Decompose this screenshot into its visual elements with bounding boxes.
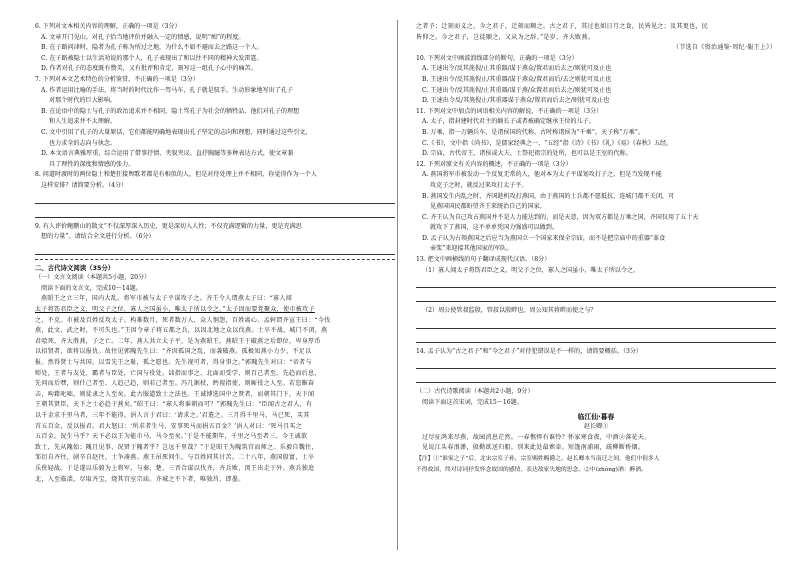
passage-line: 先问而后嘿，则什己者至。人趋己趋，则若己者至。冯几据杖，眄视指使，则厮役之人至。若恣睢奋 <box>35 380 315 388</box>
q10-stem: 10. 下列对文中画波浪线部分的断句，正确的一项是（3分） <box>416 54 578 62</box>
poem-author: 赵长卿① <box>583 423 609 431</box>
question-14 <box>416 347 776 384</box>
section-separator <box>35 259 395 260</box>
q13-sentence-2: （2）周公使管叔监殷，管叔以殷畔也。周公知其将畔而使之与？ <box>422 307 597 315</box>
q11-option-a: A. 太子，指封建时代君主的嫡长子或者被确定继承王位的儿子。 <box>422 118 595 126</box>
poem-note <box>416 454 776 475</box>
classical-passage <box>35 294 395 485</box>
q7-option-b-cont: 和人生追求并不太理解。 <box>49 118 117 126</box>
q14-answer-line[interactable] <box>416 373 776 383</box>
passage-source: （节选自《资治通鉴·周纪·赧王上》） <box>672 44 776 52</box>
q7-option-c: C. 文中引用了孔子的大量原话，它们都能明确地表现出孔子坚定的志向和理想，同时通过这些引文， <box>41 128 312 136</box>
q10-option-b: B. 王速出令/反其旄倪止/其重器/谋于燕众/置君而后/去之则犹可及止也 <box>422 75 612 83</box>
question-12 <box>416 160 776 255</box>
q7-option-d-cont: 具了理性的深度和情感的张力。 <box>49 160 135 168</box>
question-7 <box>35 75 395 170</box>
question-9 <box>35 222 395 255</box>
passage-line: 报。然得贤士与共国，以雪先王之耻，孤之愿也。先生视可者，得身事之。”郭隗先生对曰：“帝者与 <box>35 359 312 367</box>
q6-option-a: A. 文章开门见山，对孔子恰当地评价并融入一定的情感，说明“痴”的程度。 <box>41 33 245 41</box>
question-6 <box>35 22 395 75</box>
q12-option-d-cont: 壶浆”来迎接其他国家的军队。 <box>430 245 513 253</box>
poem-title: 临江仙·暮春 <box>577 412 615 421</box>
q8-stem: 8. 问道时渡时的两位隐士和楚狂接舆歌者都是有相似的人，但是对待处理上并不相同，你觉得作为一个人 <box>35 171 317 179</box>
question-13 <box>416 255 776 343</box>
q14-stem: 14. 孟子认为“古之君子”和“今之君子”对待犯错误是不一样的，请简要概括。（3分） <box>416 347 643 355</box>
q12-option-b-cont: 见燕国国民都盼望齐王来统治自己的国家。 <box>430 203 546 211</box>
passage-line: 以招贤者，欲将以报仇。故往见郭隗先生曰：“齐因孤国之乱，而袭破燕。孤极知燕小力少，不足以 <box>35 348 312 356</box>
q12-option-d: D. 孟子认为占领燕国之后应当为燕国立一个国家来保全宗庙，而不是把宗庙中的重器“革食 <box>422 234 666 242</box>
subsection-heading: （二）古代诗歌阅读（本题共2小题，9分） <box>416 388 534 396</box>
q7-option-b: B. 在论语中的隐士与孔子的政治追求并不相同，隐士骂孔子为社会的牺牲品，他们对孔子的理想 <box>41 107 300 115</box>
passage-line: 以千金求千里马者，三年不能得。涓人言于君曰：‘请求之。’君遣之。三月得千里马，马已死，买其 <box>35 412 310 419</box>
passage-line: 太子将饬君臣之义，明父子之位，寡人之国虽小，唯太子所以令之。”太子因而要党聚众，使市被攻子 <box>35 306 315 314</box>
q10-option-c: C. 王速出令/反其旄倪/止其重器/谋于燕/众置君而后去之/则犹可及止也 <box>422 86 612 94</box>
q9-answer-line[interactable] <box>35 245 395 255</box>
q12-option-a: A. 燕国将军市被发动一个反复无常的人，他对本为太子平谋划攻打子之，但是当发现不能 <box>422 171 662 179</box>
question-11 <box>416 107 776 160</box>
passage-line: 之者予；迁刻而义之，今之君子，迁刻而顺之。古之君子，其过也如日月之食，民皆见之；及其更也，民 <box>416 23 709 30</box>
q6-option-c: C. 在子路被隐士以生活劝说的那个人，孔子表现出了和以往不同的精神大发雷霆。 <box>41 54 263 62</box>
question-8 <box>35 170 395 217</box>
q12-option-a-cont: 攻克子之时，就反过来攻打太子平。 <box>430 181 528 189</box>
left-column <box>35 22 395 485</box>
q11-option-d: D. 宗庙，古代帝王、诸侯或大夫、士祭祀祖宗的处所，也可以是王室的代称。 <box>422 150 632 158</box>
q8-stem-cont: 这样安排？请简要分析。（4分） <box>41 181 128 189</box>
reading-instruction: 阅读下面的文言文，完成10～14题。 <box>41 284 142 292</box>
passage-line: 五百金，况生马乎？天下必以王为能市马，马今至矣。’于是不能期年，千里之马至者三。今王诚欲 <box>35 433 308 441</box>
q7-stem: 7. 下列对本文艺术特色的分析鉴赏，不正确的一项是（3分） <box>35 75 199 83</box>
passage-line: 君哙死，齐大胜燕，子之亡。二年，燕人共立太子平，是为燕昭王。燕昭王于破燕之后即位，卑身厚币 <box>35 337 321 345</box>
q11-option-c: C.《书》，文中指《尚书》，是儒家经典之一，“五经”指《诗》《书》《礼》《易》《春秋》五经。 <box>422 139 673 147</box>
right-column <box>416 22 776 475</box>
passage-line: 之，不克。市被及百姓反攻太子。构难数月，死者数万人，众人恫怨，百姓离心。孟轲谓齐宣王曰：“今伐 <box>35 316 331 324</box>
q12-stem: 12. 下列对原文有关内容的概述，不正确的一项是（3分） <box>416 160 572 168</box>
q14-answer-line[interactable] <box>416 359 776 369</box>
passage-line: 北，入至临淄，尽取齐宝，烧其宫室宗庙。齐城之不下者，唯独莒、即墨。 <box>35 475 245 483</box>
q9-stem: 9. 有人评价鲍鹏山的散文“不仅深厚深入历史，更是深切入人性；不仅充满逻辑的力量，更是充满思 <box>35 222 302 230</box>
passage-line: 燕昭王之立三年，国内大乱。将军市被与太子平谋攻子之。齐王令人谓燕太子曰：“寡人闻 <box>41 295 293 303</box>
passage-continuation <box>416 22 776 54</box>
passage-line: 邹衍自齐往，剧辛自赵往，士争凑燕。燕王吊死问生，与百姓同其甘苦。二十八年，燕国殷富，士卒 <box>35 454 315 462</box>
poem-note-line: 不得故国，终对诗词抒发怀念故国的感情，表达故家失地的思念。②中(zhòng)酒：醉酒。 <box>416 466 647 473</box>
q13-answer-line[interactable] <box>416 278 776 288</box>
q6-stem: 6. 下列对文本相关内容的理解，正确的一项是（3分） <box>35 23 181 30</box>
poem-body <box>416 433 776 454</box>
poem-line: 过尽征鸿来尽燕，故园消息茫然。一春憔悴有谁怜？怀家寒食夜，中酒②落花天。 <box>422 433 651 441</box>
q9-stem-cont: 想的力量”。请结合全文进行分析。（6分） <box>41 233 155 241</box>
q13-stem: 13. 把文中画横线的句子翻译成现代汉语。（8分） <box>416 256 551 264</box>
question-10 <box>416 54 776 107</box>
passage-line: 师处，王者与友处，霸者与臣处，亡国与役处。诎指而事之，北面而受学，则百己者至。先趋而后息， <box>35 369 321 377</box>
q11-stem: 11. 下列对文中加点的词语相关内容的解说，不正确的一项是（3分） <box>416 107 603 115</box>
q12-option-c: C. 齐王认为自己攻占燕国并不是人力能达到的，而是天意，因为双方都是万乘之国，齐国仅用了五十天 <box>422 213 699 221</box>
q7-option-a-cont: 对那个时代的巨大影响。 <box>49 97 117 105</box>
q10-option-d: D. 王速出令反/其旄倪止/其重器谋于燕众/置君而后去之/则犹可及止也 <box>422 97 610 105</box>
passage-line: 皆仰之。今之君子，岂徒顺之，又从为之辞。”是岁，齐大败燕。 <box>416 33 595 41</box>
subsection-heading: （一）文言文阅读（本题共5小题，20分） <box>35 274 151 282</box>
passage-line: 王朝其贤臣，天下之士必趋于燕矣。”昭王曰：“寡人将谁朝而可？”郭隗先生曰：“臣闻古之君人，有 <box>35 401 313 409</box>
column-divider <box>397 20 398 550</box>
passage-line: 燕，此文、武之时，不可失也。”王因令章子将五都之兵，以因北地之众以伐燕。士卒不战，城门不闭，燕 <box>35 327 328 335</box>
q7-option-d: D. 本文语言典雅厚重，综合运用了借事抒情、夹叙夹议、直抒胸臆等多种表达方式，使文章兼 <box>41 150 294 158</box>
passage-line: 击，呴藉叱咄，则徒隶之人至矣。此古服道致士之法也。王诚博选国中之贤者，而朝其门下，天下闻 <box>35 390 315 398</box>
q11-option-b: B. 万乘，指一万辆兵车，是诸侯国的代称，古时称诸侯为“千乘”，天子称“万乘”。 <box>422 128 644 136</box>
passage-line: 首五百金，反以报君。君大怒曰：‘所求者生马，安事死马而捐五百金？’涓人对曰：‘死马且买之 <box>35 422 303 430</box>
q13-answer-line[interactable] <box>416 319 776 329</box>
q8-answer-line[interactable] <box>35 194 395 204</box>
reading-instruction: 阅读下面这首宋词，完成15～16题。 <box>422 399 523 407</box>
q6-option-d: D. 作者对孔子的态度既有赞美，又有批评和肯定，刻写这一组孔子心中的痛苦。 <box>41 65 257 73</box>
q7-option-c-cont: 也力求全的志向与执念。 <box>49 139 117 147</box>
passage-line: 乐佚轻战。于是遂以乐毅为上将军，与秦、楚、三晋合谋以伐齐，齐兵败，闵王出走于外。燕兵独追 <box>35 464 315 472</box>
q8-answer-line[interactable] <box>35 208 395 218</box>
q6-option-b: B. 在子路问津时，隐者为孔子称为所过之地，为什么不如不避而去之路这一个人。 <box>41 44 263 52</box>
q7-option-a: A. 作者运用比喻的手法，将当时的时代比作一驾马车，孔子就是驭手，生动形象地写出了孔子 <box>41 86 294 94</box>
q12-option-b: B. 燕国发生内乱之时，齐国趁机攻打燕国，由于燕国的士兵都不愿抵抗，连城门都不关闭，可 <box>422 192 675 200</box>
q13-answer-line[interactable] <box>416 292 776 302</box>
q12-option-c-cont: 就攻下了燕国，这不单单凭国力强盛可以做到。 <box>430 224 558 232</box>
poem-line: 见说江头春浪渺，殷勤欲送归船。别来此处最萦牵。短篷南浦雨，疏柳断桥烟。 <box>422 444 645 452</box>
passage-line: 致士，先从隗始；隗且见事，况贤于隗者乎？岂远千里哉？”于是昭王为隗筑宫而师之。乐毅自魏往， <box>35 443 318 451</box>
poem-note-line: 【注】①“谁家之子”后，北宋宗室子孙，宗室赐姓赐爵之。赵长卿本当南迁之间，他们中很多人 <box>416 456 660 462</box>
section-2-heading: 二、古代诗文阅读（35分） <box>35 263 115 272</box>
q13-sentence-1: （1）寡人闻太子将饬君臣之义，明父子之位，寡人之国虽小，唯太子所以令之。 <box>422 266 640 274</box>
q13-answer-line[interactable] <box>416 333 776 343</box>
q10-option-a: A. 王速出令/反其旄倪/止其重器/谋于燕众/置君而后去之/则犹可及止也 <box>422 65 612 73</box>
